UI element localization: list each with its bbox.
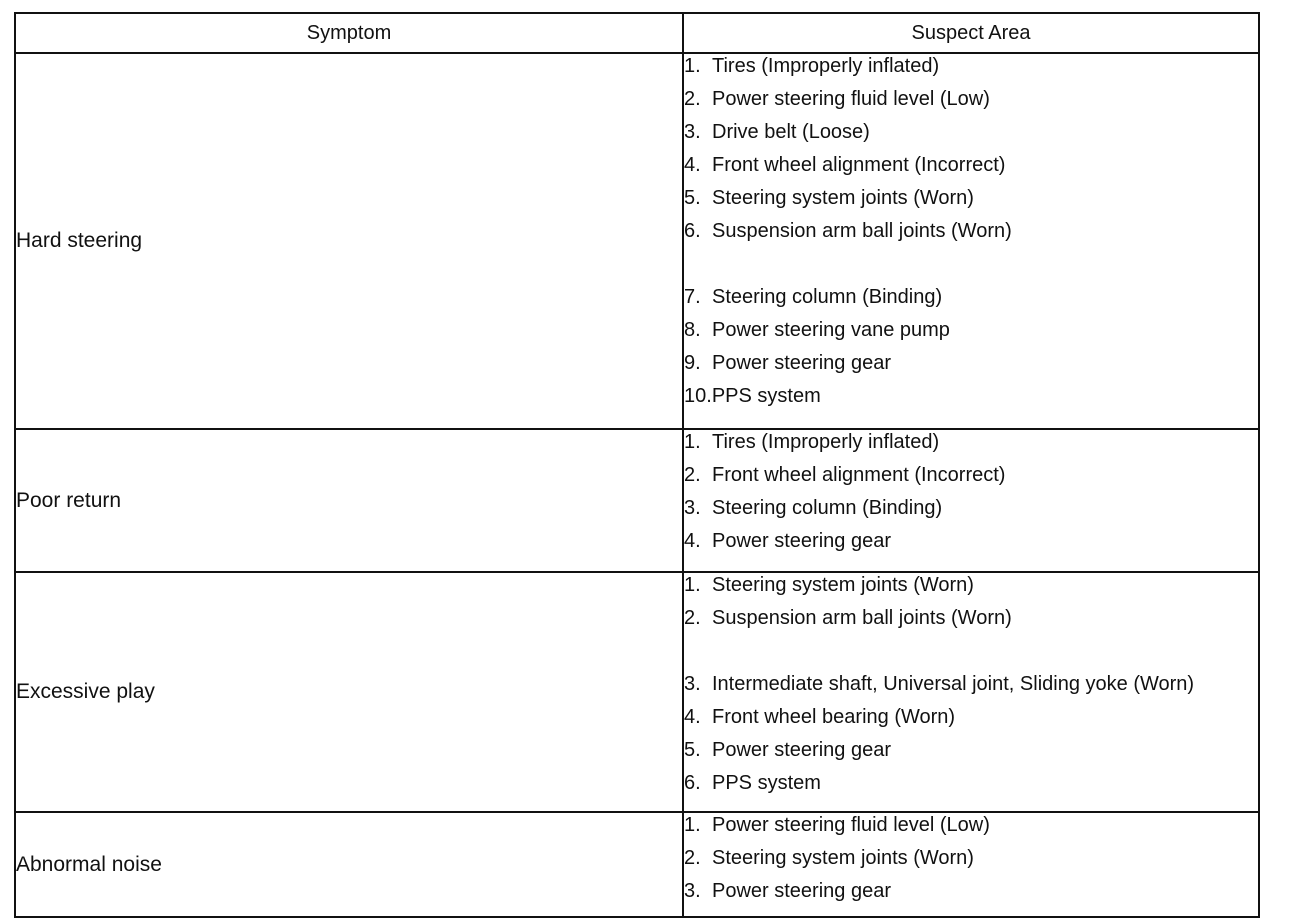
item-number: 1. (684, 814, 701, 836)
table-row (15, 53, 1259, 429)
list-item (684, 87, 1258, 120)
item-number: 3. (684, 673, 701, 695)
item-text: Suspension arm ball joints (Worn) (712, 220, 1012, 242)
item-text: Power steering vane pump (712, 319, 950, 341)
table-row (15, 429, 1259, 572)
item-number: 3. (684, 497, 701, 519)
item-text: Power steering gear (712, 739, 891, 761)
list-item (684, 529, 1258, 562)
suspect-area-header: Suspect Area (683, 13, 1259, 53)
list-item (684, 846, 1258, 879)
item-text: PPS system (711, 385, 821, 407)
item-text: Front wheel alignment (Incorrect) (712, 154, 1006, 176)
item-text: Steering system joints (Worn) (712, 574, 974, 596)
symptom-cell: Abnormal noise (15, 812, 683, 917)
list-item (684, 219, 1258, 252)
list-item (684, 496, 1258, 529)
symptom-header: Symptom (15, 13, 683, 53)
suspect-area-list (684, 573, 1258, 804)
symptom-cell: Excessive play (15, 572, 683, 812)
list-item (684, 705, 1258, 738)
item-text: Power steering gear (712, 352, 891, 374)
item-number: 7. (684, 286, 701, 308)
list-item (684, 606, 1258, 639)
item-number: 3. (684, 880, 701, 902)
table-row (15, 812, 1259, 917)
list-item (684, 318, 1258, 351)
list-item (684, 771, 1258, 804)
suspect-area-cell (683, 429, 1259, 572)
item-number: 6. (684, 220, 701, 242)
header-row (15, 13, 1259, 53)
list-item (684, 186, 1258, 219)
item-number: 2. (684, 464, 701, 486)
item-text: Steering column (Binding) (712, 286, 943, 308)
item-number: 2. (684, 607, 701, 629)
troubleshooting-table (14, 12, 1260, 918)
item-number: 5. (684, 739, 701, 761)
item-number: 4. (684, 154, 701, 176)
symptom-cell: Hard steering (15, 53, 683, 429)
item-text: Suspension arm ball joints (Worn) (712, 607, 1012, 629)
item-number: 2. (684, 847, 701, 869)
item-text: Intermediate shaft, Universal joint, Sliding yoke (Worn) (712, 673, 1195, 695)
item-number: 8. (684, 319, 701, 341)
item-number: 1. (684, 574, 701, 596)
item-text: Tires (Improperly inflated) (712, 55, 940, 77)
item-number: 2. (684, 88, 701, 110)
item-number: 10. (684, 385, 712, 407)
item-text: Steering system joints (Worn) (712, 847, 974, 869)
list-item (684, 120, 1258, 153)
item-text: Steering system joints (Worn) (712, 187, 974, 209)
item-text: Drive belt (Loose) (712, 121, 870, 143)
symptom-cell: Poor return (15, 429, 683, 572)
item-text: Power steering gear (712, 530, 891, 552)
suspect-area-list (684, 813, 1258, 912)
suspect-area-list (684, 430, 1258, 562)
item-text: Power steering fluid level (Low) (712, 88, 990, 110)
list-item (684, 463, 1258, 496)
item-text: Power steering gear (712, 880, 891, 902)
item-text: Front wheel bearing (Worn) (712, 706, 956, 728)
list-item (684, 879, 1258, 912)
list-item (684, 813, 1258, 846)
item-text: Front wheel alignment (Incorrect) (712, 464, 1006, 486)
suspect-area-cell (683, 812, 1259, 917)
list-item (684, 153, 1258, 186)
list-item (684, 672, 1258, 705)
list-item (684, 285, 1258, 318)
item-number: 3. (684, 121, 701, 143)
item-number: 4. (684, 530, 701, 552)
item-number: 1. (684, 55, 701, 77)
item-text: Tires (Improperly inflated) (712, 431, 940, 453)
item-text: Steering column (Binding) (712, 497, 943, 519)
suspect-area-list (684, 54, 1258, 417)
suspect-area-cell (683, 53, 1259, 429)
list-item (684, 738, 1258, 771)
list-item (684, 384, 1258, 417)
item-number: 5. (684, 187, 701, 209)
list-item (684, 54, 1258, 87)
item-text: Power steering fluid level (Low) (712, 814, 990, 836)
item-number: 4. (684, 706, 701, 728)
item-number: 1. (684, 431, 701, 453)
table-row (15, 572, 1259, 812)
item-text: PPS system (712, 772, 821, 794)
list-item (684, 351, 1258, 384)
item-number: 6. (684, 772, 701, 794)
list-item (684, 573, 1258, 606)
list-item (684, 430, 1258, 463)
item-number: 9. (684, 352, 701, 374)
suspect-area-cell (683, 572, 1259, 812)
